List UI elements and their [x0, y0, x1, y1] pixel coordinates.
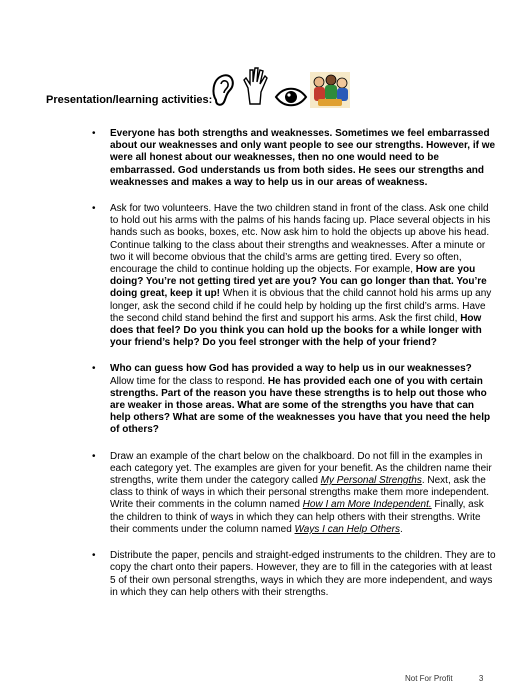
- bullet-icon: •: [92, 450, 96, 462]
- list-item: [92, 203, 496, 349]
- text-segment: He has provided each one of you with certain strengths. Part of the reason you have these strengths is to help out those who are weaker in those areas. What are some of the strengths you have that can help others? What are some of the weaknesses you have that you need the help of others?: [110, 375, 491, 436]
- list-item-text: [110, 363, 490, 435]
- text-segment: When it is obvious that the child cannot hold his arms up any longer, ask the second child if he could help by holding up the first child’s arms. Have the second child stand behind the first and support his arms. Ask the first child,: [110, 288, 492, 324]
- text-segment: How are you doing? You’re not getting tired yet are you? You can go longer than that. You’re doing great, keep it up!: [110, 264, 487, 300]
- list-item: [92, 128, 496, 189]
- list-item-text: [110, 451, 492, 535]
- text-segment: Distribute the paper, pencils and straight-edged instruments to the children. They are to copy the chart onto their papers. However, they are to fill in the categories with at least 5 of their own personal strengths, ways in which they are more independent, and ways in which they can help others with their strengths.: [110, 550, 496, 598]
- text-segment: Draw an example of the chart below on the chalkboard. Do not fill in the examples in each category yet. The examples are given for your benefit. As the children name their strengths, write them under the category called: [110, 450, 492, 487]
- list-item-text: [110, 128, 495, 188]
- text-segment: Ways I can Help Others: [294, 523, 400, 535]
- hand-icon: [242, 66, 270, 106]
- bullet-icon: •: [92, 363, 96, 375]
- text-segment: Finally, ask the children to think of ways in which they can help others with their strengths. Write their comments under the column named: [110, 499, 484, 535]
- ear-icon: [210, 70, 236, 108]
- list-item: [92, 550, 496, 599]
- text-segment: .: [399, 523, 403, 535]
- page-footer: [405, 674, 505, 683]
- list-item: [92, 363, 496, 436]
- eye-icon: [274, 86, 308, 108]
- text-segment: Everyone has both strengths and weaknesses. Sometimes we feel embarrassed about our weaknesses and only want people to see our strengths. However, if we were all honest about our weaknesses, then no one would need to be embarrassed. God understands us from both sides. He sees our strengths and weaknesses and makes a way to help us in our areas of weakness.: [110, 128, 496, 188]
- list-item: [92, 451, 496, 536]
- bullet-icon: •: [92, 550, 96, 562]
- text-segment: Who can guess how God has provided a way to help us in our weaknesses?: [110, 363, 472, 375]
- text-segment: . Next, ask the class to think of ways in which their personal strengths make them more independent. Write their comments in the column named: [110, 475, 490, 511]
- text-segment: How I am More Independent.: [302, 499, 432, 511]
- text-segment: Ask for two volunteers. Have the two children stand in front of the class. Ask one child to hold out his arms with the palms of his hands facing up. Place several objects in his hands such as books, boxes, etc. Now ask him to hold the objects up above his head. Continue talking to the class about their strengths and weaknesses. After a minute or two it will become obvious that the child’s arms are getting tired. Every so often, encourage the child to continue holding up the objects. For example,: [110, 203, 491, 276]
- text-segment: How does that feel? Do you think you can hold up the books for a while longer with your friend’s help? Do you feel stronger with the help of your friend?: [110, 312, 482, 349]
- text-segment: Allow time for the class to respond.: [110, 375, 268, 387]
- list-item-text: [110, 203, 491, 348]
- activity-icons: [206, 66, 386, 110]
- heading-label: Presentation/learning activities:: [46, 94, 213, 106]
- footer-text: Not For Profit: [405, 674, 453, 683]
- group-children-icon: [310, 72, 350, 108]
- bullet-icon: •: [92, 203, 96, 215]
- page-number: 3: [478, 674, 484, 683]
- heading-row: [46, 66, 486, 110]
- activity-list: [92, 128, 496, 613]
- bullet-icon: •: [92, 128, 96, 139]
- text-segment: My Personal Strengths: [320, 475, 422, 487]
- list-item-text: [110, 550, 496, 598]
